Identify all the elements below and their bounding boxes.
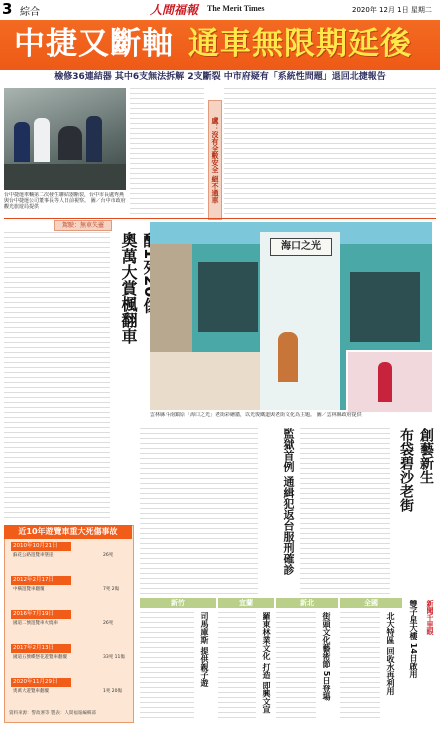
accident-desc: 蘇花公路遊覽車墜崖 xyxy=(13,553,54,558)
regional-text-3 xyxy=(276,612,316,722)
corner-label: 新聞千里眼 xyxy=(426,600,434,635)
accident-result: 1死 20傷 xyxy=(103,689,123,694)
accident-date: 2016年7月19日 xyxy=(11,610,71,619)
article-column-2 xyxy=(224,88,436,216)
prison-headline: 監獄首例 通緝犯返台服刑確診 xyxy=(282,428,295,575)
article-column-3 xyxy=(4,232,110,520)
accident-desc: 中橫遊覽車翻覆 xyxy=(13,587,45,592)
mural-photo xyxy=(150,222,432,410)
issue-date: 2020年 12月 1日 星期二 xyxy=(352,6,432,14)
article-column-1 xyxy=(130,88,204,216)
subheadline: 檢修36連結器 其中6支無法拆解 2支斷裂 中市府疑有「系統性問題」退回北捷報告 xyxy=(54,72,386,82)
mural-caption: 雲林縣斗南鎮原「海口之光」老街彩繪牆，以光復鐵道與老街文化為主題。 圖／雲林縣政府提供 xyxy=(150,412,362,418)
article-column-4 xyxy=(140,428,258,594)
region-bar-new-taipei: 新北 xyxy=(276,598,338,608)
page-number: 3 xyxy=(2,0,13,18)
accident-result: 26死 xyxy=(103,553,114,558)
photo1-caption: 台中捷運車輛第二次發生聯結器斷裂，台中市長盧秀燕與台中捷運公司董事長等人日前視察。 圖／台中市政府觀光旅遊局提供 xyxy=(4,192,126,210)
region-bar-yilan: 宜蘭 xyxy=(218,598,274,608)
accident-desc: 國道五號蝶戀花遊覽車翻覆 xyxy=(13,655,67,660)
accident-desc: 國道二號遊覽車火燒車 xyxy=(13,621,58,626)
region-bar-hsinchu: 新竹 xyxy=(140,598,216,608)
article-column-5 xyxy=(300,428,390,594)
driver-box-label: 駕駛：無車失靈 xyxy=(54,220,112,231)
newspaper-logo-en: The Merit Times xyxy=(207,4,265,13)
regional-text-1 xyxy=(140,612,194,722)
twin-tower-headline: 雙子星大樓 14日啟用 xyxy=(409,600,418,678)
regional-head-4: 北大特區 回收水再利用 xyxy=(386,612,395,695)
budai-headline-1: 布袋碧沙老街 xyxy=(398,428,414,512)
region-bar-national: 全國 xyxy=(340,598,402,608)
section-name: 綜合 xyxy=(20,7,40,18)
accident-result: 26死 xyxy=(103,621,114,626)
accident-result: 33死 11傷 xyxy=(103,655,125,660)
accident-box xyxy=(4,525,134,723)
budai-headline-2: 創藝新生 xyxy=(418,428,434,484)
mrt-inspection-photo xyxy=(4,88,126,190)
accident-date: 2020年11月29日 xyxy=(11,678,71,687)
headline-part2: 通車無限期延後 xyxy=(188,26,412,62)
regional-text-4 xyxy=(340,612,380,722)
regional-text-2 xyxy=(218,612,256,722)
divider xyxy=(4,218,436,219)
accident-date: 2010年10月21日 xyxy=(11,542,71,551)
accident-source: 資料來源：警政署等 製表：人間福報編輯部 xyxy=(9,711,96,716)
accident-headline-1: 奧萬大賞楓翻車 xyxy=(119,232,138,344)
repair-tagline: 盧：沒有全數安全 絕不通車 xyxy=(208,100,222,220)
accident-box-title: 近10年遊覽車重大死傷事故 xyxy=(4,525,132,539)
headline-part1: 中捷又斷軸 xyxy=(14,26,174,62)
regional-head-3: 街頭文化藝術節 5日登場 xyxy=(322,612,331,701)
accident-desc: 奧萬大遊覽車翻覆 xyxy=(13,689,49,694)
newspaper-logo: 人間福報 xyxy=(150,3,199,17)
accident-result: 7死 2傷 xyxy=(103,587,120,592)
mural-sign: 海口之光 xyxy=(270,238,332,256)
accident-date: 2017年2月13日 xyxy=(11,644,71,653)
regional-head-1: 司馬庫斯 提供親子遊 xyxy=(200,612,209,687)
regional-head-2: 羅東林業文化 打造 即興文宣 xyxy=(262,612,271,714)
accident-date: 2012年2月17日 xyxy=(11,576,71,585)
